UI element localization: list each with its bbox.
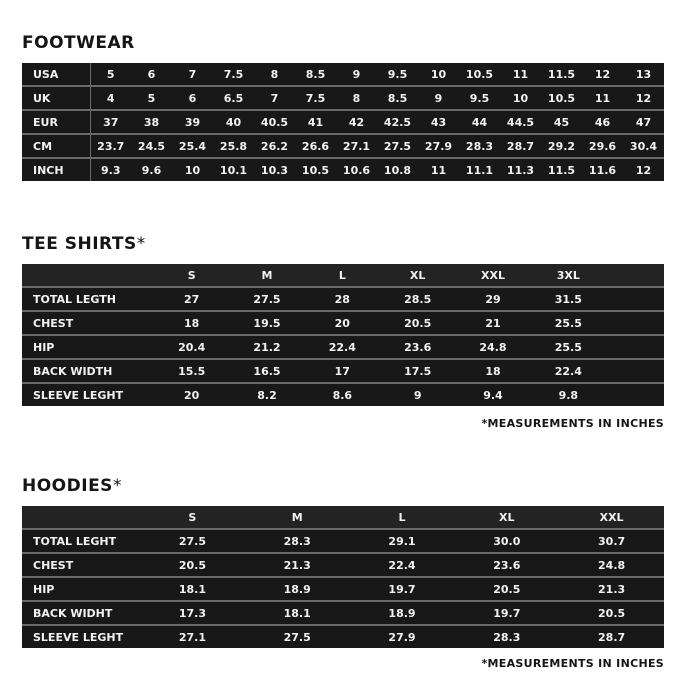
table-cell: 17.5 — [380, 359, 455, 383]
table-cell: 7 — [172, 63, 213, 86]
table-cell: 27 — [154, 287, 229, 311]
table-cell: 30.7 — [559, 529, 664, 553]
hoodies-measurement-note: *MEASUREMENTS IN INCHES — [481, 657, 664, 670]
row-label: BACK WIDHT — [22, 601, 140, 625]
table-cell: 21.3 — [559, 577, 664, 601]
footwear-title: FOOTWEAR — [22, 33, 135, 53]
table-row — [22, 287, 664, 311]
row-label: INCH — [22, 158, 90, 181]
table-cell: 12 — [582, 63, 623, 86]
table-row — [22, 110, 664, 134]
table-cell: 40 — [213, 110, 254, 134]
table-cell: 42.5 — [377, 110, 418, 134]
table-cell: 45 — [541, 110, 582, 134]
table-cell: 19.5 — [229, 311, 304, 335]
table-cell: 5 — [90, 63, 131, 86]
table-cell: 28.7 — [598, 630, 626, 644]
footwear-size-table — [22, 63, 664, 181]
hoodies-title: HOODIES* — [22, 476, 122, 496]
table-cell: 16.5 — [229, 359, 304, 383]
table-row — [22, 134, 664, 158]
table-cell: 18.9 — [245, 577, 350, 601]
table-cell: 11 — [500, 63, 541, 86]
table-cell: 8.5 — [377, 86, 418, 110]
table-cell: 44 — [459, 110, 500, 134]
table-cell: 30.4 — [623, 134, 664, 158]
size-header: 3XL — [531, 264, 606, 287]
table-cell: 25.5 — [531, 311, 606, 335]
table-cell: 28.5 — [380, 287, 455, 311]
size-header: XL — [380, 264, 455, 287]
tee-shirts-title: TEE SHIRTS* — [22, 234, 146, 254]
table-cell: 30.0 — [454, 529, 559, 553]
row-label: SLEEVE LEGHT — [33, 630, 124, 644]
table-header-row — [22, 264, 664, 287]
size-header: XXL — [455, 264, 530, 287]
table-cell: 23.6 — [454, 553, 559, 577]
table-cell: 11.6 — [588, 163, 617, 177]
table-row — [22, 359, 664, 383]
table-cell: 24.8 — [559, 553, 664, 577]
table-cell: 42 — [336, 110, 377, 134]
table-cell: 20 — [305, 311, 380, 335]
table-cell: 9 — [418, 86, 459, 110]
table-cell: 20.5 — [454, 577, 559, 601]
table-cell: 39 — [172, 110, 213, 134]
table-cell: 9 — [336, 63, 377, 86]
table-cell: 22.4 — [305, 335, 380, 359]
table-cell: 20 — [184, 388, 200, 402]
table-cell: 27.5 — [140, 529, 245, 553]
size-header: L — [350, 506, 455, 529]
table-cell: 12 — [635, 163, 652, 177]
table-cell: 25.8 — [213, 134, 254, 158]
table-cell: 9.8 — [558, 388, 579, 402]
hoodies-size-table — [22, 506, 664, 648]
table-cell: 8.5 — [295, 63, 336, 86]
table-row — [22, 158, 664, 181]
table-cell: 41 — [295, 110, 336, 134]
tee-shirts-measurement-note: *MEASUREMENTS IN INCHES — [481, 417, 664, 430]
table-cell: 9.5 — [459, 86, 500, 110]
table-cell: 10 — [500, 86, 541, 110]
table-cell: 9.3 — [101, 163, 121, 177]
table-cell: 10 — [184, 163, 201, 177]
table-row — [22, 625, 664, 648]
table-cell: 11.3 — [506, 163, 535, 177]
table-cell: 11 — [430, 163, 447, 177]
table-cell: 20.5 — [380, 311, 455, 335]
table-cell: 10.8 — [383, 163, 412, 177]
table-cell: 10.5 — [301, 163, 330, 177]
table-cell: 18.1 — [245, 601, 350, 625]
table-cell: 26.6 — [295, 134, 336, 158]
table-cell: 9.4 — [483, 388, 503, 402]
table-cell: 28.7 — [500, 134, 541, 158]
row-label: SLEEVE LEGHT — [33, 388, 124, 402]
header-cell-empty — [22, 264, 154, 287]
table-cell: 7 — [254, 86, 295, 110]
table-cell: 6 — [131, 63, 172, 86]
size-header: M — [245, 506, 350, 529]
table-cell: 8 — [254, 63, 295, 86]
table-cell: 23.6 — [380, 335, 455, 359]
table-cell: 18 — [455, 359, 530, 383]
table-cell: 8.2 — [257, 388, 277, 402]
table-cell: 11.5 — [547, 163, 576, 177]
row-label: HIP — [22, 335, 154, 359]
table-cell: 28.3 — [493, 630, 521, 644]
table-cell: 31.5 — [531, 287, 606, 311]
table-cell: 4 — [90, 86, 131, 110]
table-cell: 29 — [455, 287, 530, 311]
table-cell: 27.1 — [336, 134, 377, 158]
table-cell: 24.5 — [131, 134, 172, 158]
table-cell: 27.5 — [229, 287, 304, 311]
table-cell: 23.7 — [90, 134, 131, 158]
size-header: M — [229, 264, 304, 287]
table-cell: 27.5 — [283, 630, 311, 644]
table-cell: 29.2 — [541, 134, 582, 158]
table-cell: 21.2 — [229, 335, 304, 359]
table-cell: 11.5 — [541, 63, 582, 86]
table-cell: 20.5 — [559, 601, 664, 625]
row-label: TOTAL LEGTH — [22, 287, 154, 311]
table-cell: 29.6 — [582, 134, 623, 158]
size-header: XXL — [559, 506, 664, 529]
table-cell: 28.3 — [245, 529, 350, 553]
table-cell: 28 — [305, 287, 380, 311]
tee-shirts-size-table — [22, 264, 664, 406]
table-cell: 10.5 — [541, 86, 582, 110]
table-cell: 46 — [582, 110, 623, 134]
table-cell: 44.5 — [500, 110, 541, 134]
table-cell: 6 — [172, 86, 213, 110]
table-row — [22, 529, 664, 553]
row-label: BACK WIDTH — [22, 359, 154, 383]
table-row — [22, 63, 664, 86]
size-header: S — [140, 506, 245, 529]
table-cell: 6.5 — [213, 86, 254, 110]
table-cell: 38 — [131, 110, 172, 134]
header-cell-empty — [22, 506, 140, 529]
row-label: CM — [22, 134, 90, 158]
table-cell: 18.9 — [350, 601, 455, 625]
size-header: L — [305, 264, 380, 287]
table-cell: 13 — [623, 63, 664, 86]
table-cell: 20.5 — [140, 553, 245, 577]
table-cell: 12 — [623, 86, 664, 110]
table-cell: 17.3 — [140, 601, 245, 625]
table-cell: 10.3 — [260, 163, 289, 177]
table-cell: 9.5 — [377, 63, 418, 86]
table-cell: 47 — [623, 110, 664, 134]
table-cell: 19.7 — [350, 577, 455, 601]
table-cell: 10.6 — [342, 163, 371, 177]
table-cell: 43 — [418, 110, 459, 134]
table-cell: 40.5 — [254, 110, 295, 134]
row-label: CHEST — [22, 553, 140, 577]
table-cell: 25.4 — [172, 134, 213, 158]
row-label: USA — [22, 63, 90, 86]
table-cell: 25.5 — [531, 335, 606, 359]
table-cell: 28.3 — [459, 134, 500, 158]
table-row — [22, 311, 664, 335]
table-cell: 8 — [336, 86, 377, 110]
table-cell: 26.2 — [254, 134, 295, 158]
table-cell: 18 — [154, 311, 229, 335]
table-cell: 21 — [455, 311, 530, 335]
row-label: UK — [22, 86, 90, 110]
table-cell: 9.6 — [141, 163, 162, 177]
table-cell: 27.9 — [418, 134, 459, 158]
table-row — [22, 553, 664, 577]
table-cell: 20.4 — [154, 335, 229, 359]
size-header: XL — [454, 506, 559, 529]
table-row — [22, 601, 664, 625]
table-cell: 21.3 — [245, 553, 350, 577]
table-cell: 22.4 — [350, 553, 455, 577]
table-cell: 24.8 — [455, 335, 530, 359]
table-cell: 7.5 — [295, 86, 336, 110]
row-label: TOTAL LEGHT — [22, 529, 140, 553]
table-cell: 29.1 — [350, 529, 455, 553]
table-cell: 5 — [131, 86, 172, 110]
table-cell: 10.1 — [219, 163, 248, 177]
table-cell: 27.5 — [377, 134, 418, 158]
table-cell: 37 — [90, 110, 131, 134]
row-label: CHEST — [22, 311, 154, 335]
table-cell: 11.1 — [465, 163, 494, 177]
table-cell: 9 — [413, 388, 422, 402]
table-row — [22, 335, 664, 359]
table-header-row — [22, 506, 664, 529]
table-cell: 19.7 — [454, 601, 559, 625]
table-cell: 27.1 — [178, 630, 206, 644]
table-cell: 10 — [418, 63, 459, 86]
table-cell: 8.6 — [332, 388, 353, 402]
table-cell: 11 — [582, 86, 623, 110]
table-cell: 18.1 — [140, 577, 245, 601]
table-row — [22, 86, 664, 110]
header-cell-empty — [606, 264, 664, 287]
row-label: HIP — [22, 577, 140, 601]
table-row — [22, 577, 664, 601]
size-header: S — [154, 264, 229, 287]
row-label: EUR — [22, 110, 90, 134]
table-cell: 15.5 — [154, 359, 229, 383]
table-cell: 27.9 — [388, 630, 416, 644]
table-cell: 17 — [305, 359, 380, 383]
table-cell: 10.5 — [459, 63, 500, 86]
table-cell: 7.5 — [213, 63, 254, 86]
table-cell: 22.4 — [531, 359, 606, 383]
table-row — [22, 383, 664, 406]
